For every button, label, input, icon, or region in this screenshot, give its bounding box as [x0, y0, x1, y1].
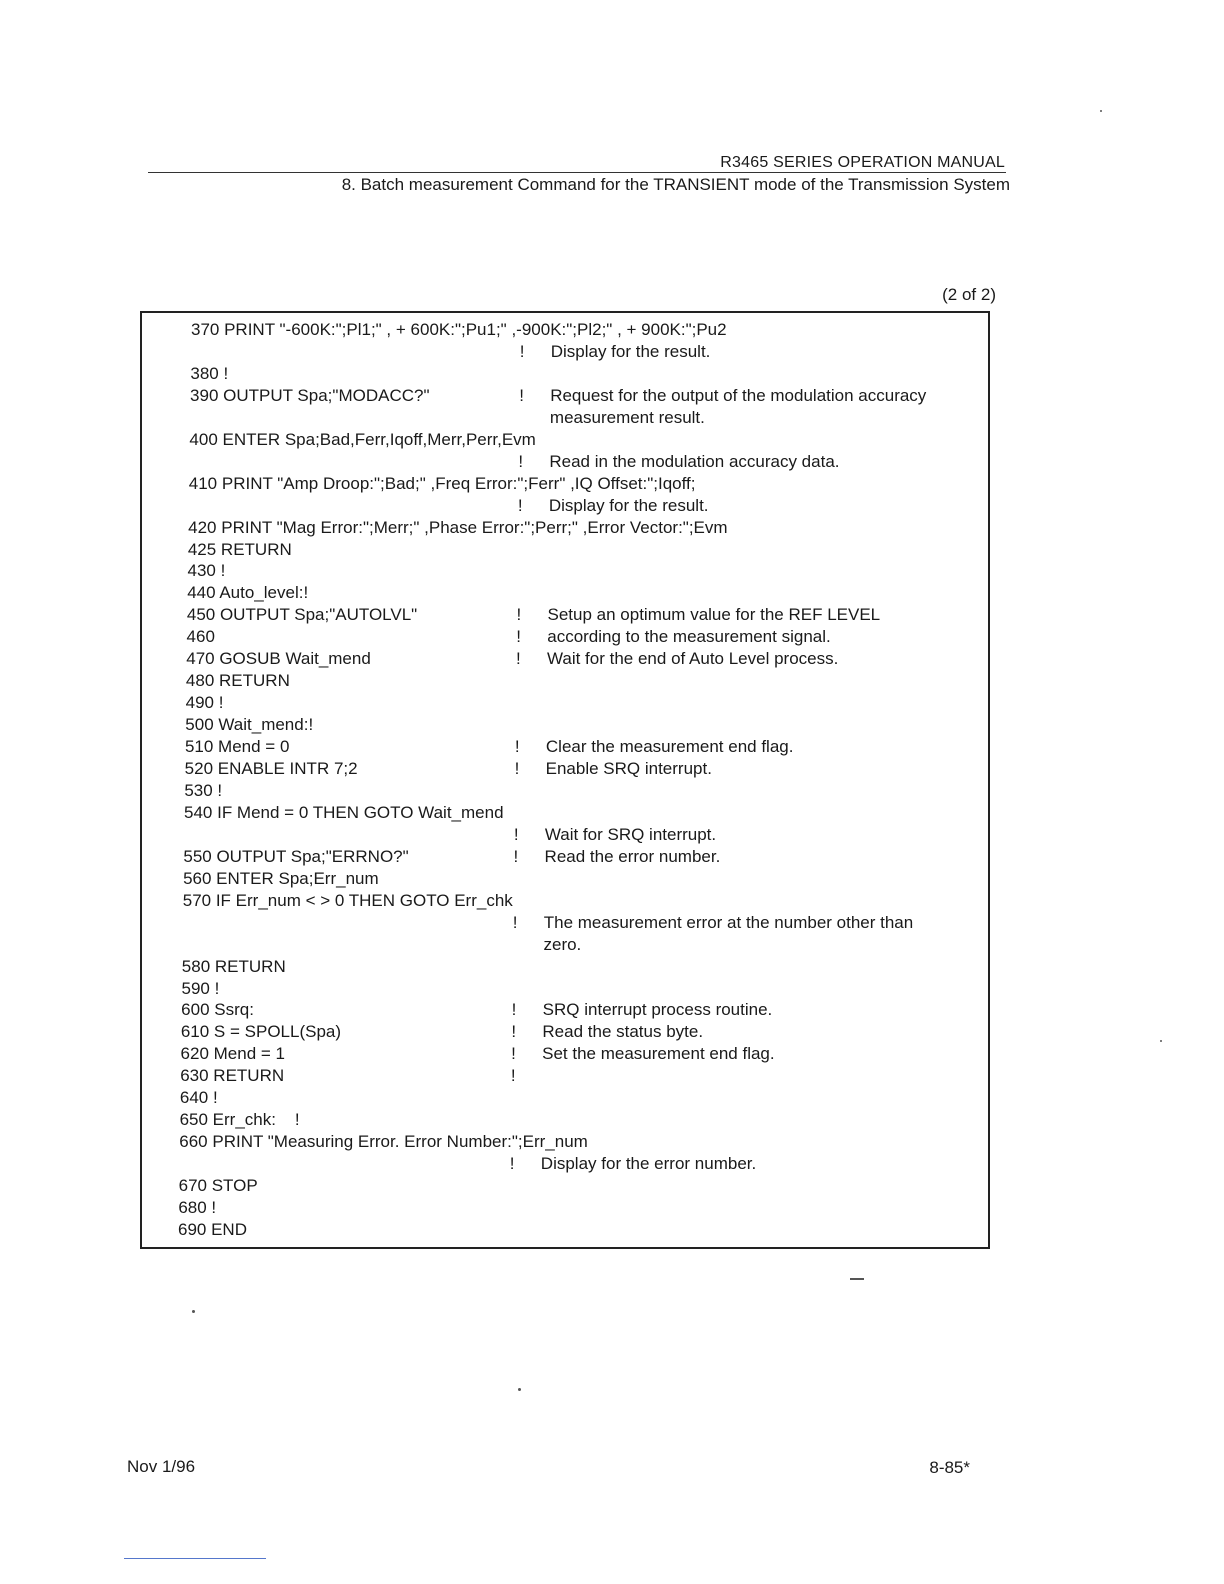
code-comment: Clear the measurement end flag.: [545, 737, 794, 757]
comment-marker: !: [516, 627, 521, 647]
comment-marker: !: [516, 605, 522, 625]
comment-marker: !: [514, 737, 520, 757]
code-line: 640 !: [179, 1088, 218, 1108]
code-line: 450 OUTPUT Spa;"AUTOLVL": [186, 605, 418, 625]
code-comment: Enable SRQ interrupt.: [545, 759, 712, 778]
footer-rule: [124, 1558, 266, 1559]
comment-marker: !: [511, 1044, 516, 1064]
code-line: 490 !: [185, 693, 224, 713]
code-line: 670 STOP: [178, 1176, 258, 1196]
code-line: 630 RETURN: [180, 1066, 285, 1086]
code-line: 370 PRINT "-600K:";Pl1;" , + 600K:";Pu1;" ,-900K:";Pl2;" , + 900K:";Pu2: [191, 320, 727, 339]
comment-marker: !: [513, 846, 519, 866]
comment-marker: !: [510, 1066, 516, 1086]
comment-marker: !: [512, 912, 518, 932]
code-comment: Display for the error number.: [540, 1154, 757, 1174]
comment-marker: !: [518, 451, 524, 471]
manual-title: R3465 SERIES OPERATION MANUAL: [720, 154, 1005, 171]
code-comment: Wait for the end of Auto Level process.: [546, 649, 839, 669]
scan-speck: [192, 1310, 195, 1313]
code-comment: Read the error number.: [544, 846, 721, 866]
comment-marker: !: [514, 759, 520, 778]
code-line: 620 Mend = 1: [180, 1044, 285, 1064]
scan-speck: [1100, 110, 1102, 112]
code-line: 420 PRINT "Mag Error:";Merr;" ,Phase Error:";Perr;" ,Error Vector:";Evm: [188, 517, 728, 537]
code-line: 540 IF Mend = 0 THEN GOTO Wait_mend: [184, 802, 504, 822]
code-line: 530 !: [184, 780, 223, 800]
comment-marker: !: [511, 1000, 517, 1020]
code-line: 510 Mend = 0: [184, 737, 290, 757]
code-comment: Read in the modulation accuracy data.: [549, 451, 840, 471]
code-line: 400 ENTER Spa;Bad,Ferr,Iqoff,Merr,Perr,Evm: [189, 429, 536, 449]
code-line: 390 OUTPUT Spa;"MODACC?": [190, 385, 430, 405]
code-line: 550 OUTPUT Spa;"ERRNO?": [183, 846, 409, 866]
code-line: 660 PRINT "Measuring Error. Error Number:";Err_num: [179, 1132, 588, 1152]
comment-marker: !: [511, 1022, 517, 1042]
footer-date: Nov 1/96: [127, 1457, 196, 1476]
comment-marker: !: [509, 1154, 515, 1174]
scan-speck: [518, 1388, 521, 1391]
code-line: 430 !: [187, 561, 226, 581]
code-comment: The measurement error at the number other than: [543, 912, 914, 932]
code-line: 690 END: [178, 1219, 247, 1239]
code-comment: according to the measurement signal.: [547, 627, 831, 647]
code-line: 440 Auto_level:!: [187, 583, 309, 603]
footer-page-number: 8-85*: [929, 1458, 970, 1477]
code-line: 680 !: [178, 1198, 217, 1217]
comment-marker: !: [517, 495, 523, 515]
scan-speck: [850, 1278, 864, 1280]
code-comment: Read the status byte.: [542, 1022, 704, 1042]
code-comment: SRQ interrupt process routine.: [542, 1000, 773, 1020]
code-comment: Set the measurement end flag.: [542, 1044, 775, 1064]
code-line: 425 RETURN: [187, 539, 292, 559]
code-line: 560 ENTER Spa;Err_num: [183, 868, 379, 888]
code-line: 650 Err_chk: !: [179, 1110, 300, 1130]
code-comment: Setup an optimum value for the REF LEVEL: [547, 605, 881, 625]
code-line: 600 Ssrq:: [181, 1000, 254, 1020]
scan-speck: [1160, 1040, 1162, 1042]
code-line: 410 PRINT "Amp Droop:";Bad;" ,Freq Error:";Ferr" ,IQ Offset:";Iqoff;: [188, 473, 696, 493]
code-comment: Wait for SRQ interrupt.: [544, 824, 717, 844]
code-comment: measurement result.: [549, 407, 705, 427]
code-line: 520 ENABLE INTR 7;2: [184, 759, 358, 778]
comment-marker: !: [513, 824, 519, 844]
code-comment: Request for the output of the modulation accuracy: [550, 385, 927, 405]
code-comment: Display for the result.: [548, 495, 709, 515]
code-line: 460: [186, 627, 215, 647]
code-line: 480 RETURN: [185, 671, 290, 691]
code-line: 570 IF Err_num < > 0 THEN GOTO Err_chk: [182, 890, 513, 910]
comment-marker: !: [519, 341, 525, 361]
code-line: 580 RETURN: [181, 956, 286, 976]
code-line: 590 !: [181, 978, 220, 998]
code-line: 470 GOSUB Wait_mend: [186, 649, 371, 669]
code-line: 610 S = SPOLL(Spa): [180, 1022, 342, 1042]
page-indicator: (2 of 2): [942, 285, 996, 304]
code-line: 500 Wait_mend:!: [185, 715, 314, 735]
code-comment: zero.: [543, 934, 582, 954]
header-rule: [148, 172, 1006, 173]
comment-marker: !: [515, 649, 521, 669]
comment-marker: !: [519, 385, 524, 405]
section-heading: 8. Batch measurement Command for the TRANSIENT mode of the Transmission System: [341, 175, 1010, 194]
code-comment: Display for the result.: [550, 341, 711, 361]
code-line: 380 !: [190, 363, 229, 383]
